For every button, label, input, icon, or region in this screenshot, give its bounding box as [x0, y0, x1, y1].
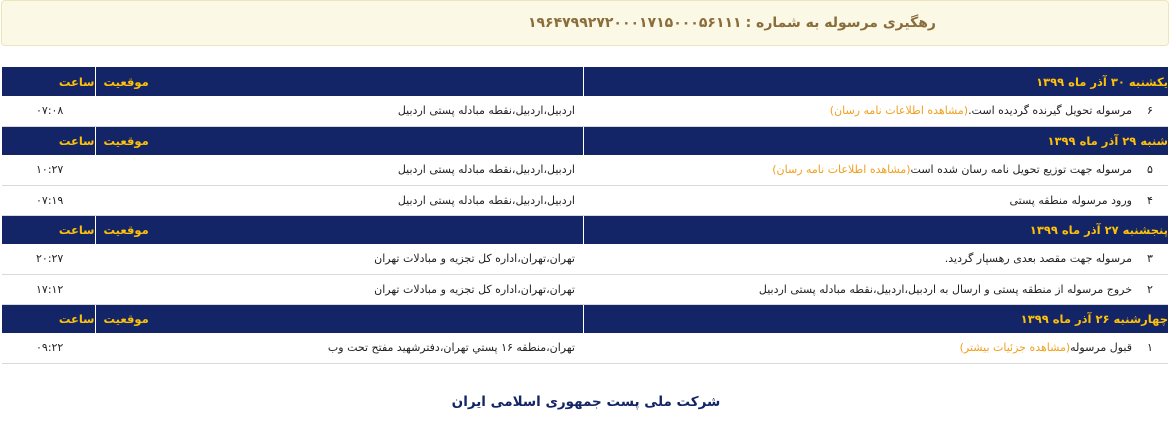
column-header-time: ساعت — [2, 126, 95, 155]
row-number: ۲ — [1132, 274, 1168, 304]
row-number: ۴ — [1132, 185, 1168, 215]
column-header-time: ساعت — [2, 67, 95, 96]
event-cell — [583, 244, 1132, 274]
tracking-title: رهگیری مرسوله به شماره : — [745, 15, 936, 31]
event-time: ۱۷:۱۲ — [2, 274, 95, 304]
column-header-location: موقعیت — [95, 126, 583, 155]
event-description: مرسوله جهت توزیع تحویل نامه رسان شده است — [910, 163, 1132, 177]
details-link[interactable]: (مشاهده اطلاعات نامه رسان) — [772, 163, 911, 177]
date-group-header — [2, 126, 1168, 155]
column-header-time: ساعت — [2, 304, 95, 333]
column-header-time: ساعت — [2, 215, 95, 244]
tracking-table — [2, 67, 1168, 364]
event-cell — [583, 333, 1132, 363]
event-cell — [583, 155, 1132, 185]
column-header-location: موقعیت — [95, 67, 583, 96]
table-row — [2, 244, 1168, 274]
event-location: تهران،تهران،اداره کل تجزیه و مبادلات تهران — [95, 274, 583, 304]
event-time: ۱۰:۲۷ — [2, 155, 95, 185]
event-description: ورود مرسوله منطقه پستی — [1009, 193, 1132, 207]
group-date: شنبه ۲۹ آذر ماه ۱۳۹۹ — [583, 126, 1168, 155]
details-link[interactable]: (مشاهده اطلاعات نامه رسان) — [829, 104, 969, 118]
row-number: ۵ — [1132, 155, 1168, 185]
row-number: ۶ — [1132, 96, 1168, 126]
event-location: تهران،تهران،اداره کل تجزیه و مبادلات تهران — [95, 244, 583, 274]
event-time: ۰۷:۰۸ — [2, 96, 95, 126]
event-time: ۲۰:۲۷ — [2, 244, 95, 274]
event-cell — [583, 96, 1132, 126]
event-time: ۰۹:۲۲ — [2, 333, 95, 363]
details-link[interactable]: (مشاهده جزئیات بیشتر) — [959, 341, 1071, 355]
table-row — [2, 333, 1168, 363]
event-cell — [583, 185, 1132, 215]
event-description: مرسوله جهت مقصد بعدی رهسپار گردید. — [944, 252, 1132, 266]
date-group-header — [2, 215, 1168, 244]
event-location: اردبیل،اردبیل،نقطه مبادله پستی اردبیل — [95, 96, 583, 126]
event-location: اردبیل،اردبیل،نقطه مبادله پستی اردبیل — [95, 185, 583, 215]
column-header-location: موقعیت — [95, 304, 583, 333]
event-time: ۰۷:۱۹ — [2, 185, 95, 215]
tracking-header — [1, 0, 1169, 46]
table-row — [2, 155, 1168, 185]
event-location: اردبیل،اردبیل،نقطه مبادله پستی اردبیل — [95, 155, 583, 185]
table-row — [2, 185, 1168, 215]
table-row — [2, 96, 1168, 126]
event-description: مرسوله تحویل گیرنده گردیده است. — [968, 104, 1132, 118]
event-description: خروج مرسوله از منطقه پستی و ارسال به اردبیل،اردبیل،نقطه مبادله پستی اردبیل — [758, 282, 1132, 296]
date-group-header — [2, 304, 1168, 333]
event-cell — [583, 274, 1132, 304]
group-date: پنجشنبه ۲۷ آذر ماه ۱۳۹۹ — [583, 215, 1168, 244]
row-number: ۳ — [1132, 244, 1168, 274]
event-location: تهران،منطقه ۱۶ پستي تهران،دفترشهيد مفتح تحت وب — [95, 333, 583, 363]
table-row — [2, 274, 1168, 304]
event-description: قبول مرسوله — [1070, 341, 1132, 355]
group-date: چهارشنبه ۲۶ آذر ماه ۱۳۹۹ — [583, 304, 1168, 333]
group-date: یکشنبه ۳۰ آذر ماه ۱۳۹۹ — [583, 67, 1168, 96]
row-number: ۱ — [1132, 333, 1168, 363]
tracking-number: ۱۹۶۴۷۹۹۲۷۲۰۰۰۱۷۱۵۰۰۰۵۶۱۱۱ — [527, 15, 742, 31]
column-header-location: موقعیت — [95, 215, 583, 244]
company-footer: شرکت ملی پست جمهوری اسلامی ایران — [451, 394, 721, 410]
date-group-header — [2, 67, 1168, 96]
